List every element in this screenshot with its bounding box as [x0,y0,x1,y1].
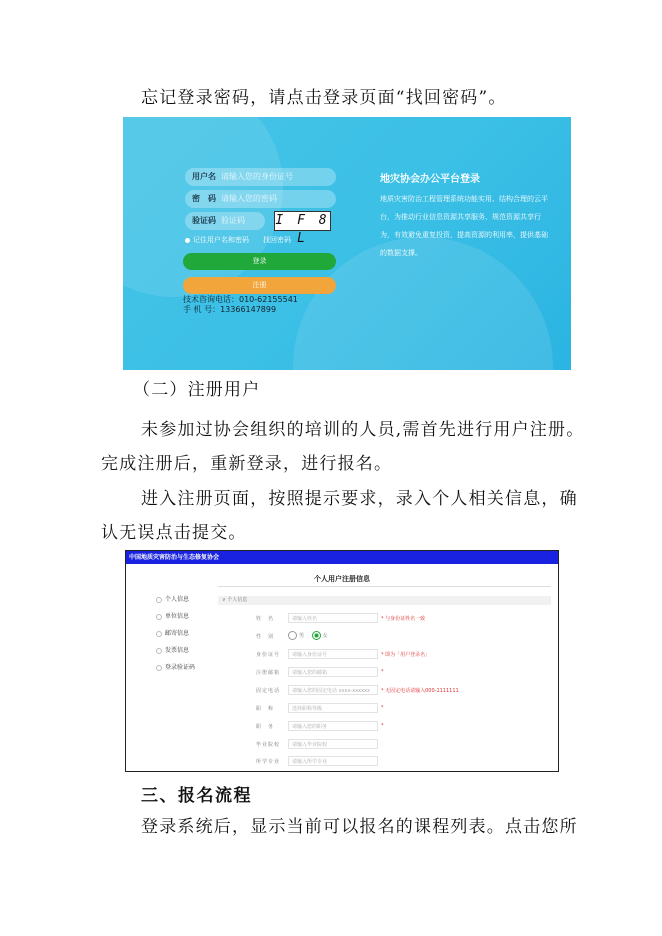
forgot-password-link[interactable]: 找回密码 [263,236,291,244]
paragraph-forgot-password: 忘记登录密码，请点击登录页面“找回密码”。 [141,88,507,108]
captcha-image[interactable]: I F 8 L [275,213,330,246]
section-heading-enrollment: 三、报名流程 [141,786,252,806]
register-screenshot [125,550,559,772]
username-field[interactable]: 用户名 请输入您的身份证号 [185,168,336,186]
row-title: 职 称 选择职称等级 * [256,705,384,712]
gender-male-radio[interactable] [288,631,297,640]
paragraph-enrollment: 登录系统后，显示当前可以报名的课程列表。点击您所 [141,817,578,837]
platform-description: 地质灾害防治工程管理系统功能实用、结构合理的云平台，为推动行业信息资源共享服务、规范资源共享行为，有效避免重复投资，提高资源的利用率，提供基础的数据支撑。 [380,195,548,257]
title-select[interactable]: 选择职称等级 [288,703,378,713]
email-input[interactable]: 请输入您的邮箱 [288,667,378,677]
section-personal-info[interactable]: ∨ 个人信息 [218,596,551,605]
row-school: 毕业院校 请输入毕业院校 [218,739,551,750]
position-input[interactable]: 请输入您的职务 [288,721,378,731]
paragraph-entry-2: 认无误点击提交。 [101,523,247,543]
row-gender: 性 别 男 女 [256,633,328,640]
tech-phone: 技术咨询电话：010-62155541 [183,295,298,304]
name-input[interactable]: 请输入姓名 [288,613,378,623]
register-title: 个人用户注册信息 [314,575,370,583]
gender-female-radio[interactable] [312,631,321,640]
paragraph-entry-1: 进入注册页面，按照提示要求，录入个人相关信息，确 [141,489,578,509]
org-header: 中国地质灾害防治与生态修复协会 [126,551,558,564]
row-name: 姓 名 请输入姓名 * 与身份证姓名一致 [218,613,551,624]
password-field[interactable]: 密 码 请输入您的密码 [185,190,336,208]
captcha-field[interactable]: 验证码 验证码 [185,212,265,230]
row-id-number: 身份证号 请输入身份证号 * 即为「用户登录名」 [218,649,551,660]
school-input[interactable]: 请输入毕业院校 [288,739,378,749]
remember-row: 记住用户名和密码 找回密码 [185,235,291,245]
paragraph-register-1: 未参加过协会组织的培训的人员,需首先进行用户注册。 [141,420,585,440]
nav-item-captcha[interactable]: 登录验证码 [156,662,195,671]
platform-title: 地灾协会办公平台登录 [380,174,480,185]
nav-item-personal[interactable]: 个人信息 [156,594,189,603]
login-screenshot [123,117,571,370]
row-major: 所学专业 请输入所学专业 [218,756,551,767]
mobile-phone: 手 机 号：13366147899 [183,305,277,314]
nav-item-unit[interactable]: 单位信息 [156,611,189,620]
row-position: 职 务 请输入您的职务 * [256,723,384,730]
major-input[interactable]: 请输入所学专业 [288,756,378,766]
paragraph-register-2: 完成注册后，重新登录，进行报名。 [101,454,393,474]
id-number-input[interactable]: 请输入身份证号 [288,649,378,659]
register-button[interactable]: 注册 [183,277,336,294]
nav-item-invoice[interactable]: 发票信息 [156,645,189,654]
row-phone: 固定电话 请输入您的固定电话 xxxx-xxxxxx * 无固定电话请输入000-1111111 [218,685,551,696]
subheading-register: （二）注册用户 [133,380,261,400]
nav-item-mailing[interactable]: 邮寄信息 [156,628,189,637]
row-email: 注册邮箱 请输入您的邮箱 * [256,669,384,676]
phone-input[interactable]: 请输入您的固定电话 xxxx-xxxxxx [288,685,378,695]
remember-checkbox[interactable] [185,238,190,243]
login-button[interactable]: 登录 [183,253,336,270]
